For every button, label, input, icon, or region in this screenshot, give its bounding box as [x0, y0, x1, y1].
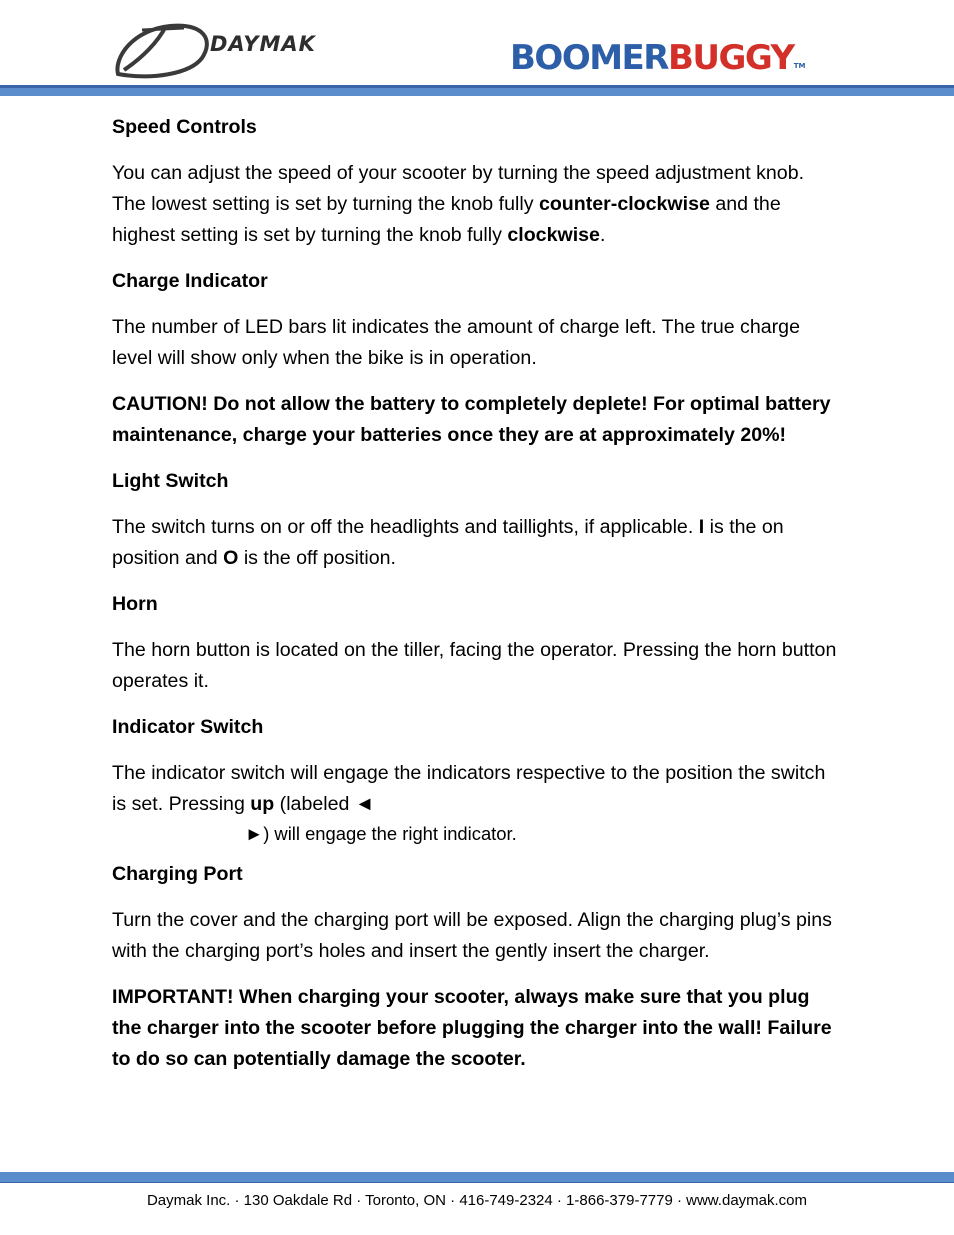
caution-note: CAUTION! Do not allow the battery to completely deplete! For optimal battery maintenance, charge your batteries once they are at approximately 20%! [112, 393, 831, 446]
boomerbuggy-logo [510, 38, 890, 80]
paragraph-charge-indicator: The number of LED bars lit indicates the amount of charge left. The true charge level will show only when the bike is in operation. [112, 316, 800, 369]
heading-charge-indicator: Charge Indicator [112, 270, 268, 292]
text-run: is the off position. [238, 547, 396, 569]
bold-run: clockwise [507, 224, 600, 246]
paragraph-horn: The horn button is located on the tiller, facing the operator. Pressing the horn button operates it. [112, 639, 837, 692]
heading-speed-controls: Speed Controls [112, 116, 257, 138]
logo-buggy-part: BUGGY [667, 38, 794, 78]
daymak-logo [112, 18, 337, 80]
daymak-wordmark: DAYMAK [210, 32, 316, 56]
daymak-swoosh-icon [112, 18, 222, 80]
logo-boomer-part: BOOMER [510, 38, 668, 78]
page-header [0, 0, 954, 96]
text-run: . [599, 224, 606, 246]
important-note: IMPORTANT! When charging your scooter, always make sure that you plug the charger into the scooter before plugging the charger into the wall! Failure to do so can potentially damage the scooter. [112, 986, 832, 1070]
paragraph-light-switch [112, 512, 842, 574]
header-rule [0, 88, 954, 96]
heading-charging-port: Charging Port [112, 863, 243, 885]
text-run: The indicator switch will engage the indicators respective to the position the switch is set. Pressing [112, 762, 826, 815]
text-run: You can adjust the speed of your scooter by turning the speed adjustment knob. The lowest setting is set by turning the knob fully [112, 162, 805, 215]
text-run-indented: ►) will engage the right indicator. [245, 823, 517, 844]
footer-rule [0, 1172, 954, 1182]
bold-run: O [223, 547, 239, 569]
logo-trademark: TM [793, 62, 806, 70]
text-run: and the highest setting is set by turning the knob fully [112, 193, 781, 246]
text-run: (labeled ◄ [274, 793, 375, 815]
heading-light-switch: Light Switch [112, 470, 229, 492]
footer-rule-thin [0, 1182, 954, 1183]
paragraph-speed-controls [112, 158, 842, 251]
paragraph-indicator-switch [112, 758, 842, 847]
heading-horn: Horn [112, 593, 158, 615]
text-run: is the on position and [112, 516, 784, 569]
paragraph-charging-port: Turn the cover and the charging port will be exposed. Align the charging plug’s pins with the charging port’s holes and insert the gently insert the charger. [112, 909, 832, 962]
bold-run: I [698, 516, 705, 538]
text-run: The switch turns on or off the headlights and taillights, if applicable. [112, 516, 699, 538]
page-footer: Daymak Inc. · 130 Oakdale Rd · Toronto, ON · 416-749-2324 · 1-866-379-7779 · www.daymak.com [146, 1192, 808, 1209]
bold-run: up [250, 793, 275, 815]
bold-run: counter-clockwise [538, 193, 710, 215]
document-body [112, 112, 842, 1090]
heading-indicator-switch: Indicator Switch [112, 716, 264, 738]
